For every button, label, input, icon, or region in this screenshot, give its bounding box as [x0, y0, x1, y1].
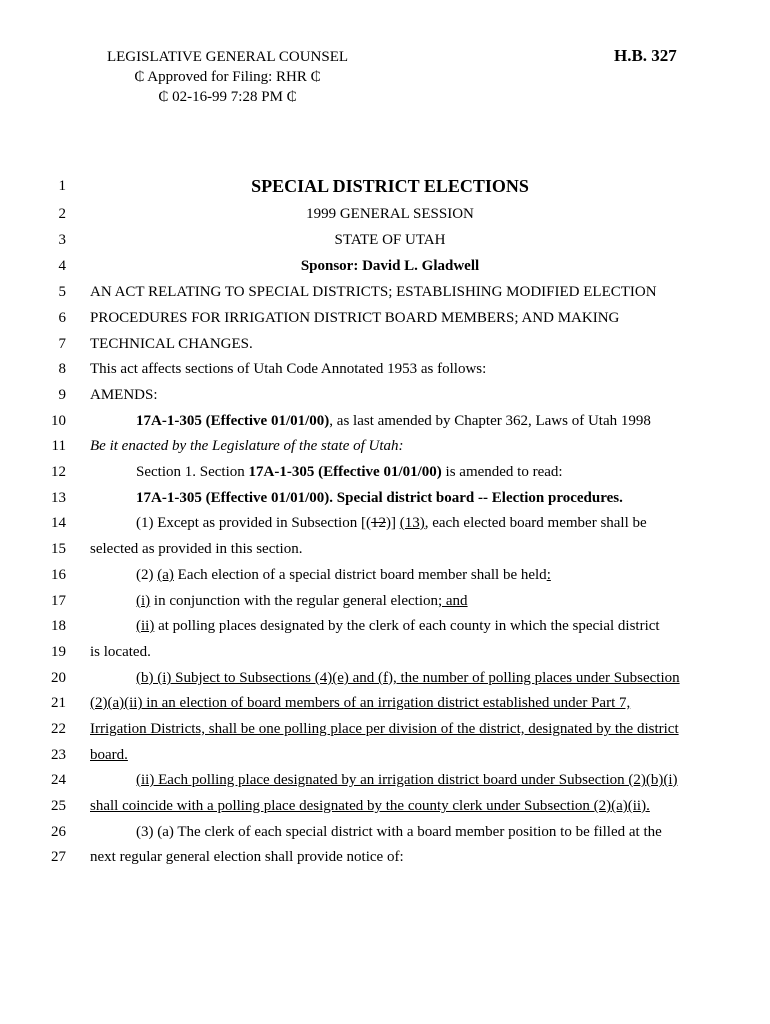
inserted-text: (ii): [136, 618, 155, 634]
section-heading: 17A-1-305 (Effective 01/01/00). Special district board -- Election procedures.: [136, 490, 623, 506]
inserted-text: board.: [90, 747, 128, 763]
enacting-clause: Be it enacted by the Legislature of the state of Utah:: [90, 438, 404, 454]
doc-line-10: [0, 408, 770, 434]
inserted-text: (a): [157, 567, 174, 583]
line-text: This act affects sections of Utah Code Annotated 1953 as follows:: [90, 361, 487, 377]
line-number: 19: [51, 644, 66, 660]
line-number: 12: [51, 464, 66, 480]
line-number: 7: [58, 336, 66, 352]
inserted-text: :: [546, 567, 551, 583]
line-number: 23: [51, 747, 66, 763]
doc-line-5: [0, 279, 770, 305]
doc-line-3: [0, 227, 770, 253]
line-number: 24: [51, 772, 66, 788]
line-text: Section 1. Section 17A-1-305 (Effective 01/01/00) is amended to read:: [136, 464, 563, 480]
doc-line-1: [0, 173, 770, 199]
bill-number: H.B. 327: [614, 46, 677, 65]
line-number: 18: [51, 618, 66, 634]
line-text: is located.: [90, 644, 151, 660]
inserted-text: (ii) Each polling place designated by an irrigation district board under Subsection (2)(b)(i): [136, 772, 678, 788]
doc-line-27: [0, 844, 770, 870]
line-number: 10: [51, 413, 66, 429]
session-text: 1999 GENERAL SESSION: [306, 206, 474, 222]
doc-line-7: [0, 331, 770, 357]
doc-line-19: [0, 639, 770, 665]
doc-line-6: [0, 305, 770, 331]
doc-line-12: [0, 459, 770, 485]
counsel-office: LEGISLATIVE GENERAL COUNSEL: [106, 49, 349, 65]
line-number: 27: [51, 849, 66, 865]
bill-title: SPECIAL DISTRICT ELECTIONS: [251, 176, 529, 196]
inserted-text: (i): [136, 593, 151, 609]
doc-line-24: [0, 767, 770, 793]
doc-line-23: [0, 742, 770, 768]
line-text: (2) (a) Each election of a special district board member shall be held:: [136, 567, 551, 583]
doc-line-15: [0, 536, 770, 562]
doc-line-2: [0, 201, 770, 227]
section-citation: 17A-1-305 (Effective 01/01/00): [136, 413, 330, 429]
line-text: next regular general election shall provide notice of:: [90, 849, 404, 865]
inserted-text: Irrigation Districts, shall be one polling place per division of the district, designated by the district: [90, 721, 679, 737]
line-number: 16: [51, 567, 66, 583]
doc-line-8: [0, 356, 770, 382]
doc-line-11: [0, 433, 770, 459]
line-number: 13: [51, 490, 66, 506]
sponsor-text: Sponsor: David L. Gladwell: [300, 258, 480, 274]
line-number: 2: [58, 206, 66, 222]
doc-line-18: [0, 613, 770, 639]
line-text: (ii) at polling places designated by the clerk of each county in which the special district: [136, 618, 660, 634]
inserted-text: (13): [399, 515, 425, 531]
line-text: AMENDS:: [90, 387, 158, 403]
line-number: 5: [58, 284, 66, 300]
line-number: 6: [58, 310, 66, 326]
line-text: (i) in conjunction with the regular general election; and: [136, 593, 468, 609]
struck-text: 12: [370, 515, 386, 531]
doc-line-25: [0, 793, 770, 819]
approval-timestamp: ₵ 02-16-99 7:28 PM ₵: [158, 89, 297, 105]
line-text: PROCEDURES FOR IRRIGATION DISTRICT BOARD MEMBERS; AND MAKING: [90, 310, 620, 326]
line-number: 1: [58, 178, 66, 194]
doc-line-21: [0, 690, 770, 716]
doc-line-13: [0, 485, 770, 511]
doc-line-17: [0, 588, 770, 614]
doc-line-14: [0, 510, 770, 536]
doc-line-4: [0, 253, 770, 279]
line-text: (1) Except as provided in Subsection [(12)] (13), each elected board member shall be: [136, 515, 647, 531]
line-text: (3) (a) The clerk of each special district with a board member position to be filled at the: [136, 824, 662, 840]
doc-line-16: [0, 562, 770, 588]
line-number: 15: [51, 541, 66, 557]
line-number: 26: [51, 824, 66, 840]
doc-line-22: [0, 716, 770, 742]
line-number: 22: [51, 721, 66, 737]
counsel-approval-stamp: [0, 47, 455, 107]
line-number: 4: [58, 258, 66, 274]
document-header: [0, 0, 770, 150]
line-number: 21: [51, 695, 66, 711]
inserted-text: shall coincide with a polling place designated by the county clerk under Subsection (2)(a)(ii).: [90, 798, 650, 814]
line-text: TECHNICAL CHANGES.: [90, 336, 253, 352]
line-number: 8: [58, 361, 66, 377]
line-number: 20: [51, 670, 66, 686]
line-number: 3: [58, 232, 66, 248]
line-number: 9: [58, 387, 66, 403]
state-text: STATE OF UTAH: [334, 232, 446, 248]
line-number: 17: [51, 593, 66, 609]
inserted-text: ; and: [437, 593, 468, 609]
doc-line-20: [0, 665, 770, 691]
line-text: 17A-1-305 (Effective 01/01/00), as last amended by Chapter 362, Laws of Utah 1998: [136, 413, 651, 429]
inserted-text: (b) (i) Subject to Subsections (4)(e) and (f), the number of polling places under Subsection: [136, 670, 680, 686]
doc-line-26: [0, 819, 770, 845]
line-number: 25: [51, 798, 66, 814]
line-number: 14: [51, 515, 66, 531]
inserted-text: (2)(a)(ii) in an election of board members of an irrigation district established under Part 7,: [90, 695, 631, 711]
line-number: 11: [51, 438, 66, 454]
doc-line-9: [0, 382, 770, 408]
line-text: selected as provided in this section.: [90, 541, 303, 557]
line-text: AN ACT RELATING TO SPECIAL DISTRICTS; ESTABLISHING MODIFIED ELECTION: [90, 284, 657, 300]
approval-line: ₵ Approved for Filing: RHR ₵: [134, 69, 321, 85]
